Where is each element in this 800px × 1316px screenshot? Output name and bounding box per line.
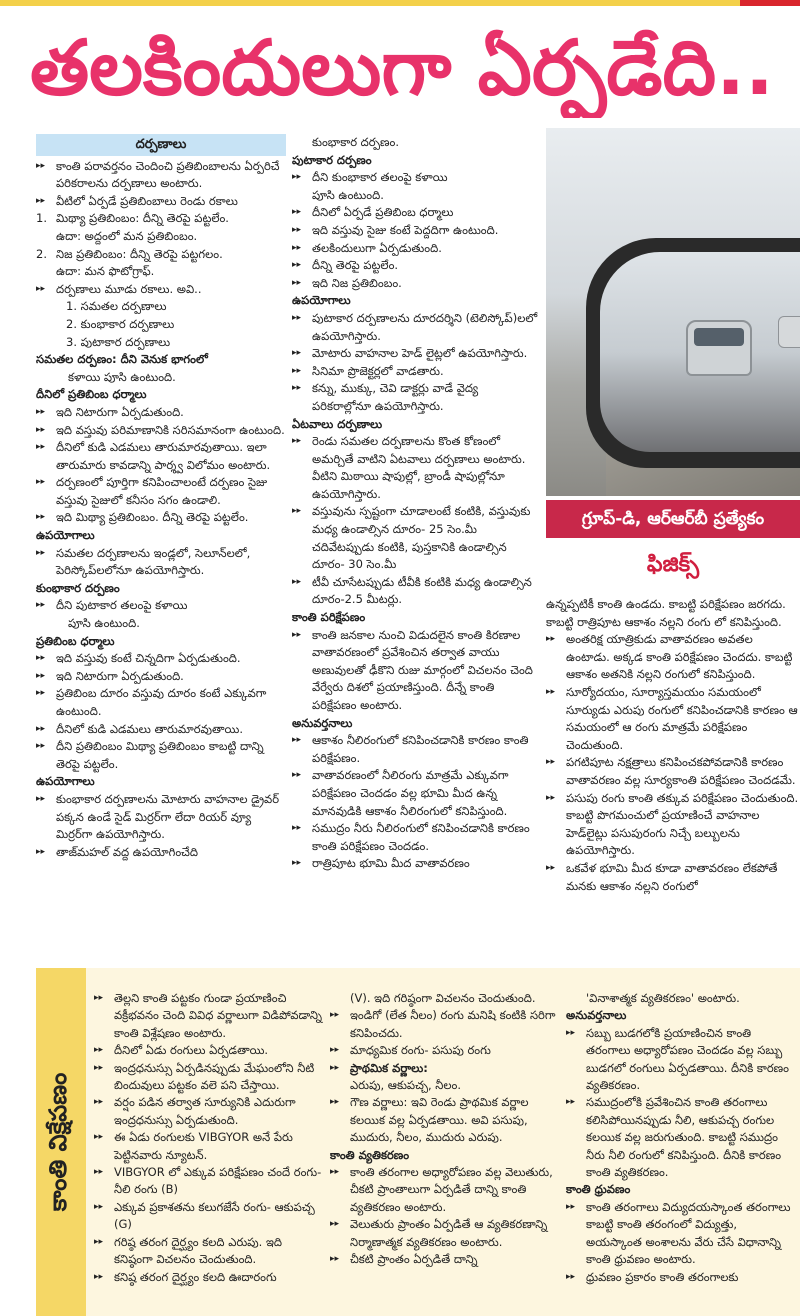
list-item: ▸▸ ఇండిగో (లేత నీలం) రంగు మనిషి కంటికి సరిగా కనిపించదు. [330, 1007, 558, 1042]
list-item: ▸▸ ఇది నిటారుగా ఏర్పడుతుంది. [36, 404, 286, 422]
subject-label: ఫిజిక్స్ [546, 540, 800, 590]
list-item: ▸▸ సినిమా ప్రొజెక్టర్లలో వాడతారు. [292, 363, 540, 381]
subheading: కాంతి ధ్రువణం [566, 1182, 631, 1197]
list-item: ▸▸ తెల్లని కాంతి పట్టకం గుండా ప్రయాణించి వక్రీభవనం చెంది వివిధ వర్ణాలుగా విడిపోవడాన్ని కాంతి విశ్లేషణం అంటారు. [94, 990, 322, 1042]
item-number: 2. [36, 246, 47, 261]
side-mirror [586, 238, 800, 468]
list-item: ▸▸ ఈ ఏడు రంగులకు VIBGYOR అనే పేరు పెట్టినవారు న్యూటన్. [94, 1129, 322, 1164]
example-text: ఉదా: మన ఫొటోగ్రాఫ్. [56, 264, 155, 279]
list-item: ▸▸ దర్పణాలు మూడు రకాలు. అవి.. [36, 281, 286, 299]
side-label-container [36, 968, 86, 1316]
mirror-glass [600, 252, 800, 452]
list-item: ▸▸ వీటిలో ఏర్పడే ప్రతిబింబాలు రెండు రకాలు [36, 193, 286, 211]
text-line: కుంభాకార దర్పణం. [312, 135, 400, 149]
list-item: ▸▸ సమతల దర్పణాలను ఇండ్లలో, సెలూన్‌లలో, పెరిస్కోప్‌లలోనూ ఉపయోగిస్తారు. [36, 545, 286, 580]
section-heading-mirrors: దర్పణాలు [36, 134, 286, 156]
top-accent-red [740, 0, 800, 6]
subheading: ఉపయోగాలు [292, 293, 351, 308]
list-item: ▸▸ వెలుతురు ప్రాంతం ఏర్పడితే ఆ వ్యతికరణాన్ని నిర్మాణాత్మక వ్యతికరణం అంటారు. [330, 1216, 558, 1251]
numbered-item [36, 246, 286, 264]
list-item: ▸▸ ఇంద్రధనుస్సు ఏర్పడినప్పుడు మేఘంలోని నీటి బిందువులు పట్టకం వలె పని చేస్తాయి. [94, 1060, 322, 1095]
text-line: పూసి ఉంటుంది. [312, 187, 384, 202]
list-item: ▸▸ కాంతి తరంగాల అధ్యారోపణం వల్ల వెలుతురు, చీకటి ప్రాంతాలుగా ఏర్పడితే దాన్ని కాంతి వ్యతికరణం అంటారు. [330, 1164, 558, 1216]
subheading: ఉపయోగాలు [36, 528, 95, 543]
column-1 [36, 134, 286, 861]
subheading: కాంతి పరిక్షేపణం [292, 610, 366, 625]
subheading: సమతల దర్పణం: దీని వెనుక భాగంలో [36, 352, 208, 367]
subheading: ఏటవాలు దర్పణాలు [292, 416, 383, 431]
list-item: ▸▸ కుంభాకార దర్పణాలను మోటారు వాహనాల డ్రైవర్ పక్కన ఉండే సైడ్ మిర్రర్‌గా లేదా రియర్ వ్యూ మిర్రర్‌గా ఉపయోగిస్తారు. [36, 791, 286, 844]
item-text: మిథ్యా ప్రతిబింబం: దీన్ని తెరపై పట్టలేం. [56, 211, 229, 226]
list-item: ▸▸ ఇది వస్తువు పరిమాణానికి సరిసమానంగా ఉంటుంది. [36, 422, 286, 440]
subheading: ప్రతిబింబ ధర్మాలు [36, 633, 115, 648]
list-item: ▸▸ దీని కుంభాకార తలంపై కళాయి [292, 169, 540, 187]
sub-item: 1. సమతల దర్పణాలు [66, 299, 167, 314]
reflected-car-distant [778, 316, 800, 348]
list-item: ▸▸ కన్ను, ముక్కు, చెవి డాక్టర్లు వాడే వైద్య పరికరాల్లోనూ ఉపయోగిస్తారు. [292, 380, 540, 415]
list-item: ▸▸ రాత్రిపూట భూమి మీద వాతావరణం [292, 855, 540, 873]
text-line: పూసి ఉంటుంది. [68, 616, 140, 631]
list-item: ▸▸ వస్తువును స్పష్టంగా చూడాలంటే కంటికి, వస్తువుకు మధ్య ఉండాల్సిన దూరం- 25 సెం.మీ [292, 503, 540, 538]
text-line: కళాయి పూసి ఉంటుంది. [68, 369, 176, 384]
list-item: ▸▸ మోటారు వాహనాల హెడ్ లైట్లలో ఉపయోగిస్తారు. [292, 345, 540, 363]
text-line: ఎరుపు, ఆకుపచ్చ, నీలం. [350, 1078, 462, 1093]
list-item: ▸▸ సముద్రం నీరు నీలిరంగులో కనిపించడానికి కారణం కాంతి పరిక్షేపణం చెందడం. [292, 820, 540, 855]
list-item: ▸▸ ఒకవేళ భూమి మీద కూడా వాతావరణం లేకపోతే మనకు ఆకాశం నల్లని రంగులో [546, 860, 800, 895]
list-item: ▸▸ దీనిలో ఏడు రంగులు ఏర్పడతాయి. [94, 1042, 322, 1059]
subheading: దీనిలో ప్రతిబింబ ధర్మాలు [36, 387, 147, 402]
list-item: ▸▸ తలకిందులుగా ఏర్పడుతుంది. [292, 240, 540, 258]
subheading: కాంతి వ్యతికరణం [330, 1147, 410, 1162]
list-item: ▸▸ ఇది నిటారుగా ఏర్పడుతుంది. [36, 668, 286, 686]
list-item: ▸▸ ఆకాశం నీలిరంగులో కనిపించడానికి కారణం కాంతి పరిక్షేపణం. [292, 732, 540, 767]
list-item: ▸▸ వర్షం పడిన తర్వాత సూర్యునికి ఎదురుగా ఇంద్రధనుస్సు ఏర్పడుతుంది. [94, 1094, 322, 1129]
item-number: 1. [36, 211, 47, 226]
subheading: పుటాకార దర్పణం [292, 152, 372, 167]
list-item: ▸▸ ఎక్కువ ప్రకాశతను కలుగజేసే రంగు- ఆకుపచ్చ (G) [94, 1199, 322, 1234]
text-line: చదివేటప్పుడు కంటికి, పుస్తకానికి ఉండాల్సిన దూరం- 30 సెం.మీ [312, 539, 507, 572]
item-text: నిజ ప్రతిబింబం: దీన్ని తెరపై పట్టగలం. [56, 246, 223, 261]
list-item: ▸▸ ధ్రువణం ప్రకారం కాంతి తరంగాలకు [566, 1269, 796, 1286]
list-item: ▸▸ ఇది మిథ్యా ప్రతిబింబం. దీన్ని తెరపై పట్టలేం. [36, 509, 286, 527]
list-item: ▸▸ టీవీ చూసేటప్పుడు టీవీకి కంటికి మధ్య ఉండాల్సిన దూరం-2.5 మీటర్లు. [292, 574, 540, 609]
list-item: ▸▸ VIBGYOR లో ఎక్కువ పరిక్షేపణం చందే రంగు- నీలి రంగు (B) [94, 1164, 322, 1199]
list-item: ▸▸ పగటిపూట నక్షత్రాలు కనిపించకపోవడానికి కారణం వాతావరణం వల్ల సూర్యకాంతి పరిక్షేపణం చెందడమే. [546, 754, 800, 789]
subheading: ఉపయోగాలు [36, 774, 95, 789]
list-item: ▸▸ దీనిలో ఏర్పడే ప్రతిబింబ ధర్మాలు [292, 204, 540, 222]
list-item: ▸▸ దీనిలో కుడి ఎడమలు తారుమారవుతాయి. ఇలా తారుమారు కావడాన్ని పార్శ్వ విలోమం అంటారు. [36, 439, 286, 474]
list-item: ▸▸ సూర్యోదయం, సూర్యాస్తమయం సమయంలో సూర్యుడు ఎరుపు రంగులో కనిపించడానికి కారణం ఆ సమయంలో ఆ రంగు మాత్రమే పరిక్షేపణం చెందుతుంది. [546, 684, 800, 754]
list-item: ▸▸ ఇది వస్తువు సైజు కంటే పెద్దదిగా ఉంటుంది. [292, 222, 540, 240]
column-2 [292, 134, 540, 873]
numbered-item [36, 210, 286, 228]
list-item: ▸▸ అంతరిక్ష యాత్రికుడు వాతావరణం అవతల ఉంటాడు. అక్కడ కాంతి పరిక్షేపణం చెందదు. కాబట్టి ఆకాశం అతనికి నల్లని రంగులో కనిపిస్తుంది. [546, 631, 800, 684]
list-item: ▸▸ దీనిలో కుడి ఎడమలు తారుమారవుతాయి. [36, 721, 286, 739]
bottom-column-2 [330, 990, 558, 1269]
list-item: ▸▸ దీని ప్రతిబింబం మిథ్యా ప్రతిబింబం కాబట్టి దాన్ని తెరపై పట్టలేం. [36, 738, 286, 773]
list-item: ▸▸ గౌణ వర్ణాలు: ఇవి రెండు ప్రాథమిక వర్ణాల కలయిక వల్ల ఏర్పడతాయి. అవి పసుపు, ముదురు, నీలం, ముదురు ఎరుపు. [330, 1094, 558, 1146]
list-item: ▸▸ ప్రాథమిక వర్ణాలు: [330, 1060, 558, 1077]
list-item: ▸▸ దర్పణంలో పూర్తిగా కనిపించాలంటే దర్పణం సైజు వస్తువు సైజులో కనీసం సగం ఉండాలి. [36, 474, 286, 509]
page-title: తలకిందులుగా ఏర్పడేది.. [30, 23, 774, 112]
list-item: ▸▸ పసుపు రంగు కాంతి తక్కువ పరిక్షేపణం చెందుతుంది. కాబట్టి పొగమంచులో ప్రయాణించే వాహనాల హెడ్‌లైట్లు పసుపురంగు నిచ్చే బల్బులను ఉపయోగిస్తారు. [546, 790, 800, 860]
car-windshield [694, 328, 744, 346]
subheading: కుంభాకార దర్పణం [36, 580, 120, 595]
side-mirror-photo [546, 128, 800, 496]
top-accent-bar [0, 0, 800, 6]
list-item: ▸▸ కాంతి జనకాల నుంచి విడుదలైన కాంతి కిరణాల వాతావరణంలో ప్రవేశించిన తర్వాత వాయు అణువులతో ఢీకొని రుజు మార్గంలో విచలనం చెంది వేర్వేరు దిశలో ప్రయాణిస్తుంది. దీన్నే కాంతి పరిక్షేపణం అంటారు. [292, 627, 540, 715]
list-item: ▸▸ సబ్బు బుడగలోకి ప్రయాణించిన కాంతి తరంగాలు అధ్యారోపణం చెందడం వల్ల సబ్బు బుడగలో రంగులు ఏర్పడతాయి. దీనికి కారణం వ్యతికరణం. [566, 1025, 796, 1095]
text-line: ఉన్నప్పటికీ కాంతి ఉండదు. కాబట్టి పరిక్షేపణం జరగదు. కాబట్టి రాత్రిపూట ఆకాశం నల్లని రంగు లో కనిపిస్తుంది. [546, 597, 786, 629]
list-item: ▸▸ కాంతి పరావర్తనం చెందించి ప్రతిబింబాలను ఏర్పరిచే పరికరాలను దర్పణాలు అంటారు. [36, 158, 286, 193]
subheading: అనువర్తనాలు [292, 715, 353, 730]
list-item: ▸▸ ఇది నిజ ప్రతిబింబం. [292, 275, 540, 293]
list-item: ▸▸ గరిష్ఠ తరంగ దైర్ఘ్యం కలది ఎరుపు. ఇది కనిష్ఠంగా విచలనం చెందుతుంది. [94, 1234, 322, 1269]
bottom-column-1 [94, 990, 322, 1286]
list-item: ▸▸ తాజ్‌మహల్ వద్ద ఉపయోగించేది [36, 844, 286, 862]
list-item: ▸▸ వాతావరణంలో నీలిరంగు మాత్రమే ఎక్కువగా పరిక్షేపణం చెందడం వల్ల భూమి మీద ఉన్న మానవుడికి ఆకాశం నీలిరంగులో కనిపిస్తుంది. [292, 767, 540, 820]
exam-banner: గ్రూప్-డి, ఆర్ఆర్‌బీ ప్రత్యేకం [546, 500, 800, 538]
column-3 [546, 596, 800, 895]
text-line: (V). ఇది గరిష్ఠంగా విచలనం చెందుతుంది. [350, 991, 536, 1005]
sub-item: 2. కుంభాకార దర్పణాలు [66, 316, 175, 331]
list-item: ▸▸ దీని పుటాకార తలంపై కళాయి [36, 597, 286, 615]
sub-item: 3. పుటాకార దర్పణాలు [66, 334, 171, 349]
subheading: అనువర్తనాలు [566, 1008, 627, 1023]
list-item: ▸▸ మాధ్యమిక రంగు- పసుపు రంగు [330, 1042, 558, 1059]
reflected-car [686, 320, 752, 376]
list-item: ▸▸ దీన్ని తెరపై పట్టలేం. [292, 257, 540, 275]
list-item: ▸▸ రెండు సమతల దర్పణాలను కొంత కోణంలో అమర్చితే వాటిని ఏటవాలు దర్పణాలు అంటారు. వీటిని మిఠాయి షాపుల్లో, బ్రాండీ షాపుల్లోనూ ఉపయోగిస్తారు. [292, 433, 540, 503]
example-text: ఉదా: అద్దంలో మన ప్రతిబింబం. [56, 228, 198, 243]
list-item: ▸▸ సముద్రంలోకి ప్రవేశించిన కాంతి తరంగాలు కలిసిపోయినప్పుడు నీలి, ఆకుపచ్చ రంగుల కలయిక వల్ల జరుగుతుంది. కాబట్టి సముద్రం నీరు నీలి రంగులో కనిపిస్తుంది. దీనికి కారణం కాంతి వ్యతికరణం. [566, 1094, 796, 1181]
list-item: ▸▸ ప్రతిబింబ దూరం వస్తువు దూరం కంటే ఎక్కువగా ఉంటుంది. [36, 685, 286, 720]
list-item: ▸▸ కాంతి తరంగాలు విద్యుదయస్కాంత తరంగాలు కాబట్టి కాంతి తరంగంలో విద్యుత్తు, అయస్కాంత అంశాలను వేరు చేసే విధానాన్ని కాంతి ధ్రువణం అంటారు. [566, 1199, 796, 1269]
list-item: ▸▸ చీకటి ప్రాంతం ఏర్పడితే దాన్ని [330, 1251, 558, 1268]
list-item: ▸▸ పుటాకార దర్పణాలను దూరదర్శిని (టెలిస్కోప్)లలో ఉపయోగిస్తారు. [292, 310, 540, 345]
side-label: కాంతి విక్షేపణం [44, 1072, 73, 1212]
text-line: 'వినాశాత్మక వ్యతికరణం' అంటారు. [586, 991, 740, 1005]
list-item: ▸▸ కనిష్ఠ తరంగ దైర్ఘ్యం కలది ఊదారంగు [94, 1269, 322, 1286]
bottom-column-3 [566, 990, 796, 1286]
list-item: ▸▸ ఇది వస్తువు కంటే చిన్నదిగా ఏర్పడుతుంది. [36, 650, 286, 668]
